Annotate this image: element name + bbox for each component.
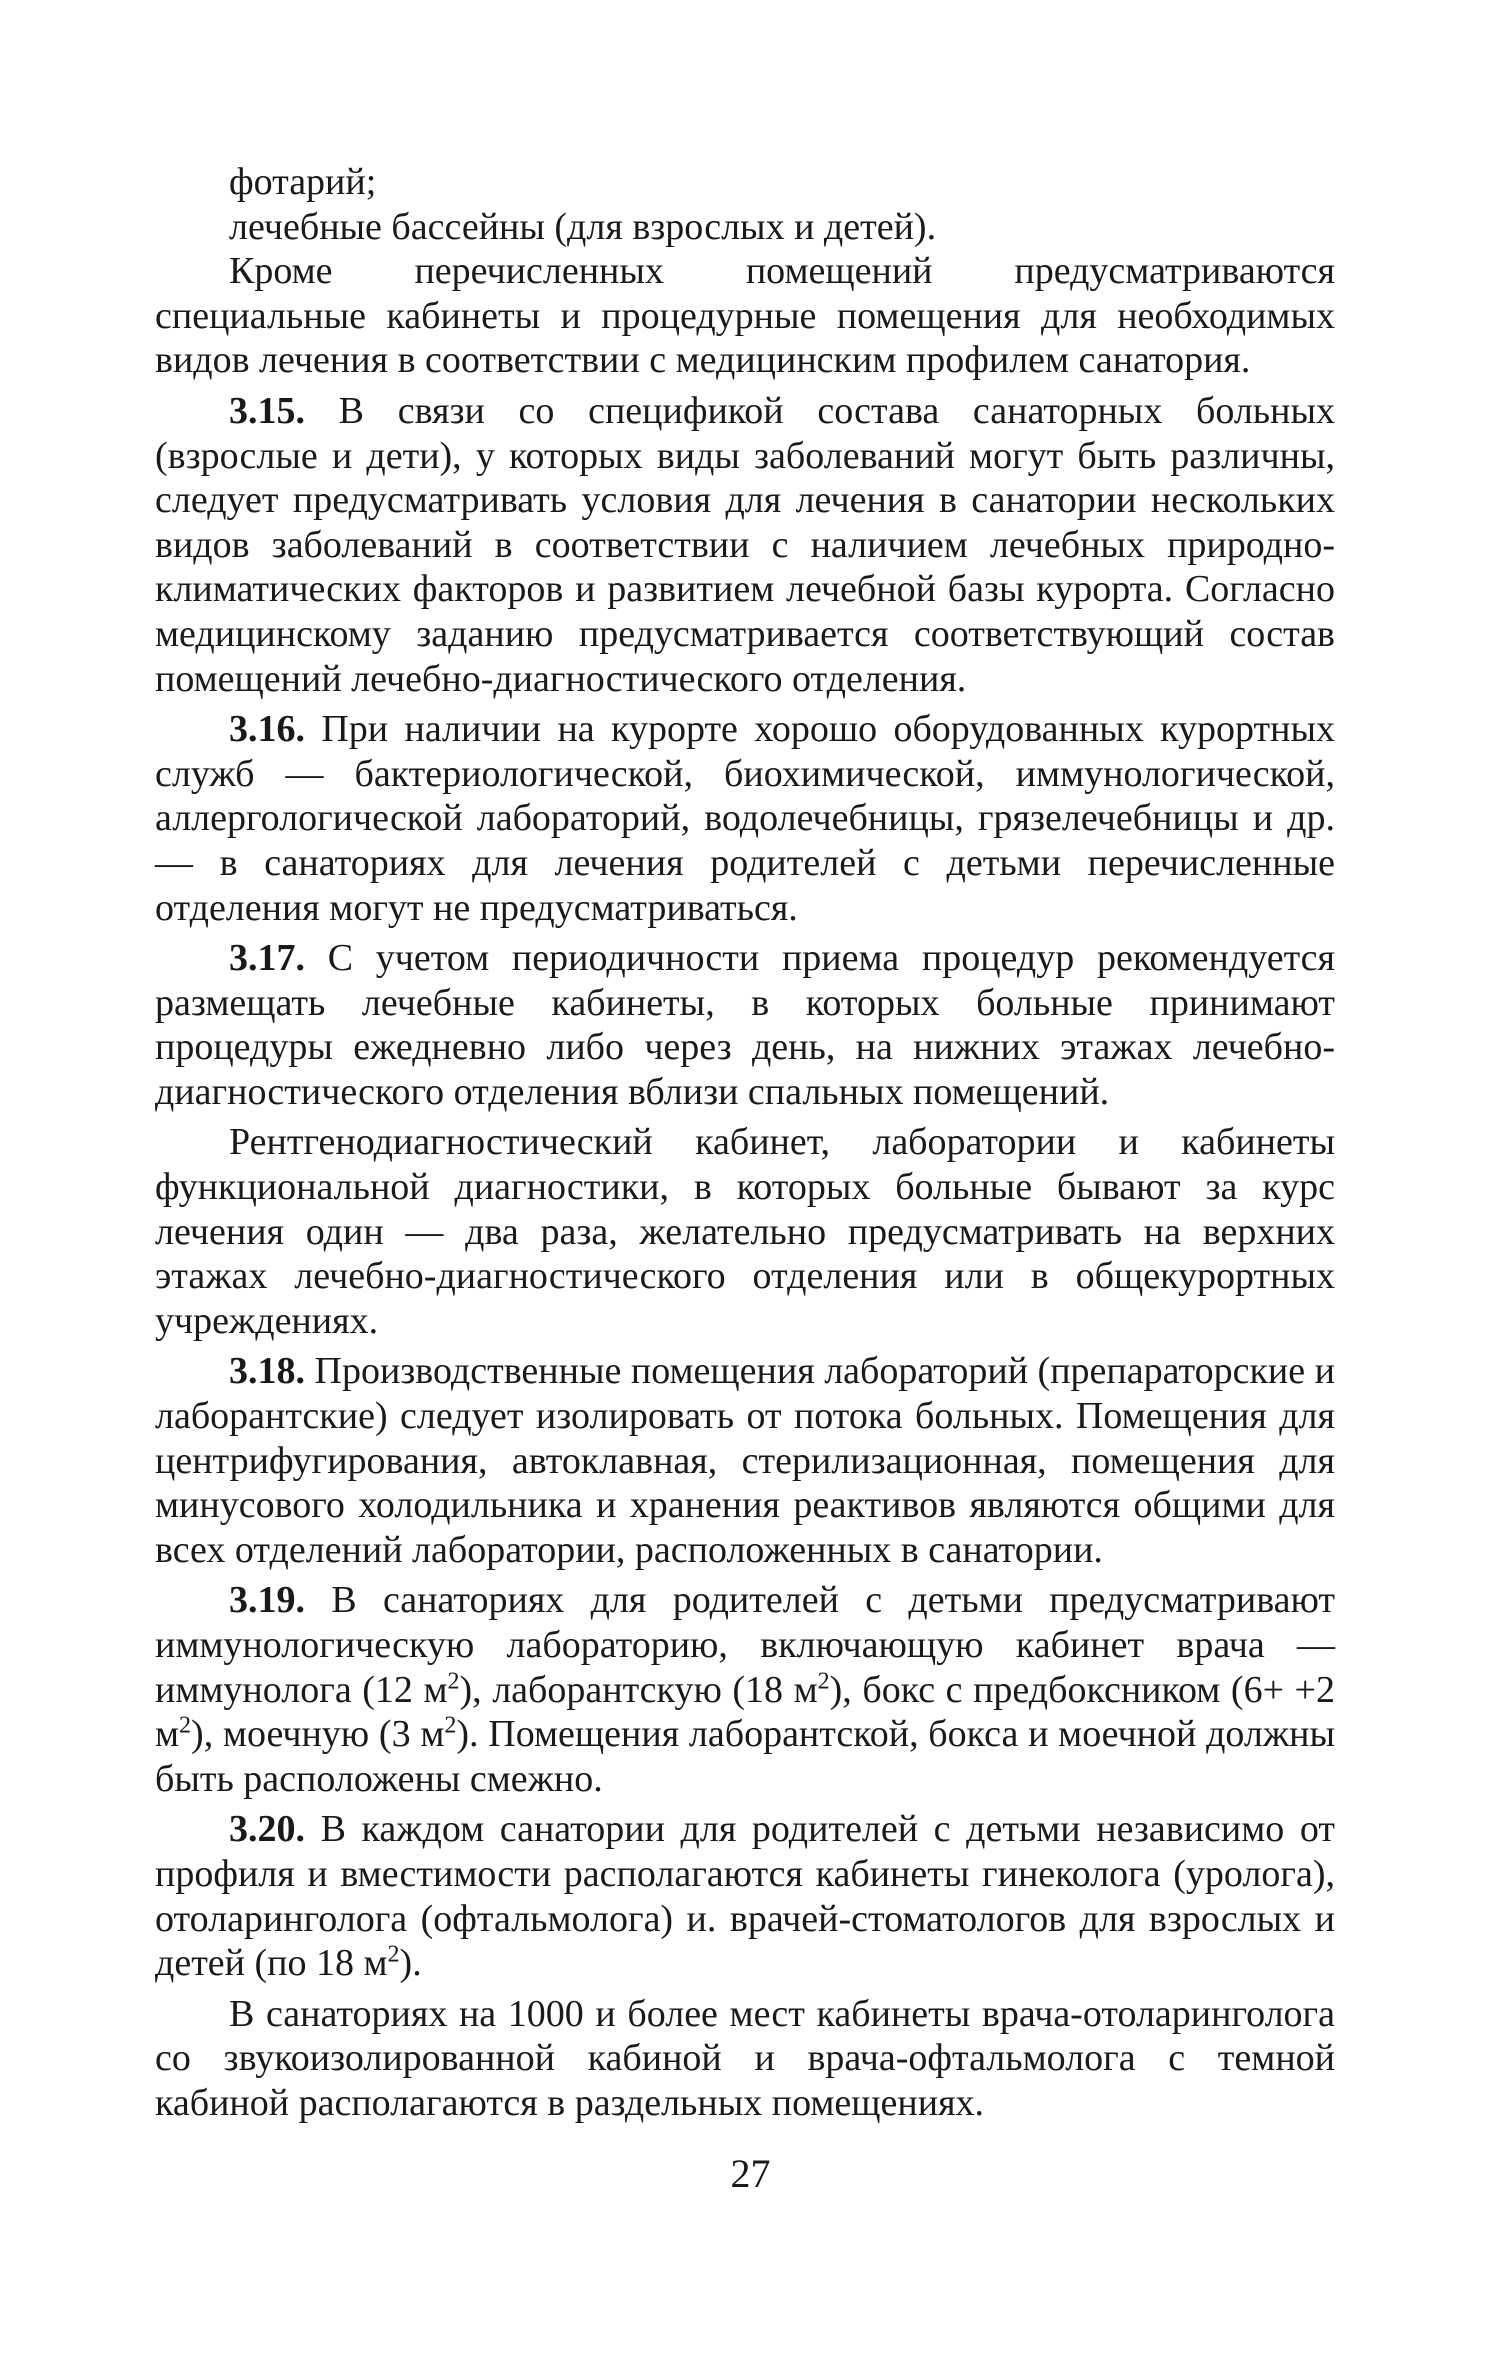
superscript: 2	[444, 1712, 457, 1739]
section-number: 3.16.	[229, 708, 305, 751]
text-line: фотарий;	[229, 161, 377, 203]
superscript: 2	[447, 1667, 460, 1694]
page-number: 27	[730, 2151, 771, 2196]
section-number: 3.20.	[229, 1808, 305, 1851]
section-text: В санаториях для родителей с детьми предусматривают иммунологическую лабораторию, включающую кабинет врача — иммунолога (12 м	[155, 1579, 1335, 1711]
section-text: ), лаборантскую (18 м	[459, 1668, 818, 1711]
section-text: ), моечную (3 м	[191, 1713, 445, 1756]
section-text: ).	[399, 1942, 422, 1985]
section-number: 3.18.	[229, 1350, 305, 1393]
section-text: В каждом санатории для родителей с детьми независимо от профиля и вместимости располагаются кабинеты гинеколога (уролога), отоларинголога (офтальмолога) и. врачей-стоматологов для взрослых и детей (по 18 м	[155, 1808, 1335, 1985]
section-3-15	[155, 389, 1335, 701]
superscript: 2	[387, 1941, 400, 1968]
section-3-18	[155, 1349, 1335, 1572]
paragraph: Кроме перечисленных помещений предусматриваются специальные кабинеты и процедурные помещения для необходимых видов лечения в соответствии с медицинским профилем санатория.	[155, 250, 1335, 382]
section-number: 3.17.	[229, 937, 305, 980]
section-text: Производственные помещения лабораторий (препараторские и лаборантские) следует изолировать от потока больных. Помещения для центрифугирования, автоклавная, стерилизационная, помещения для минусового холодильника и хранения реактивов являются общими для всех отделений лаборатории, расположенных в санатории.	[155, 1350, 1335, 1571]
page-body	[155, 160, 1335, 2126]
superscript: 2	[179, 1712, 192, 1739]
section-3-16	[155, 707, 1335, 930]
section-number: 3.15.	[229, 389, 305, 432]
section-text: С учетом периодичности приема процедур рекомендуется размещать лечебные кабинеты, в которых больные принимают процедуры ежедневно либо через день, на нижних этажах лечебно-диагностического отделения вблизи спальных помещений.	[155, 937, 1335, 1113]
paragraph: Рентгенодиагностический кабинет, лаборатории и кабинеты функциональной диагностики, в которых больные бывают за курс лечения один — два раза, желательно предусматривать на верхних этажах лечебно-диагностического отделения или в общекурортных учреждениях.	[155, 1121, 1335, 1342]
section-text: При наличии на курорте хорошо оборудованных курортных служб — бактериологической, биохимической, иммунологической, аллергологической лабораторий, водолечебницы, грязелечебницы и др.— в санаториях для лечения родителей с детьми перечисленные отделения могут не предусматриваться.	[155, 708, 1335, 929]
text-line: лечебные бассейны (для взрослых и детей).	[229, 205, 937, 248]
section-3-19	[155, 1578, 1335, 1801]
section-3-17	[155, 936, 1335, 1114]
superscript: 2	[817, 1667, 830, 1694]
section-text: В связи со спецификой состава санаторных больных (взрослые и дети), у которых виды заболеваний могут быть различны, следует предусматривать условия для лечения в санатории нескольких видов заболеваний в соответствии с наличием лечебных природно-климатических факторов и развитием лечебной базы курорта. Согласно медицинскому заданию предусматривается соответствующий состав помещений лечебно-диагностического отделения.	[155, 389, 1335, 700]
section-3-20	[155, 1807, 1335, 1985]
section-number: 3.19.	[229, 1579, 305, 1622]
section-text: ), бокс с предбоксником (6+ +2 м	[155, 1668, 1335, 1756]
paragraph: В санаториях на 1000 и более мест кабинеты врача-отоларинголога со звукоизолированной кабиной и врача-офтальмолога с темной кабиной располагаются в раздельных помещениях.	[155, 1992, 1335, 2124]
section-text: ). Помещения лаборантской, бокса и моечной должны быть расположены смежно.	[155, 1713, 1336, 1800]
